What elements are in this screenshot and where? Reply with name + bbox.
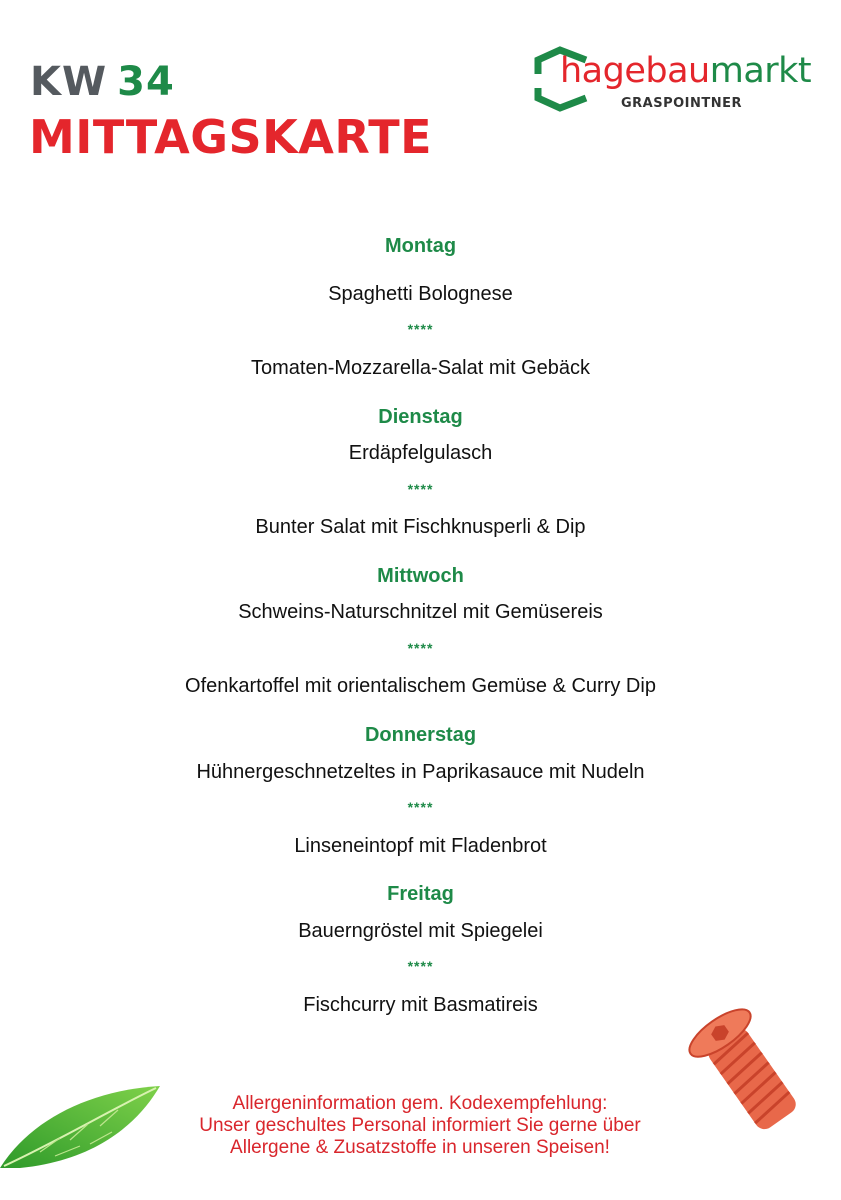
dish-monday-1: Spaghetti Bolognese xyxy=(328,283,513,305)
day-heading-tuesday: Dienstag xyxy=(378,406,463,428)
day-heading-wednesday: Mittwoch xyxy=(377,565,464,587)
allergen-line-2: Unser geschultes Personal informiert Sie gerne über xyxy=(199,1115,641,1136)
day-heading-friday: Freitag xyxy=(387,883,454,905)
allergen-notice xyxy=(150,1093,690,1159)
week-label: KW xyxy=(30,59,108,105)
leaf-icon xyxy=(0,1080,165,1170)
dish-wednesday-2: Ofenkartoffel mit orientalischem Gemüse & Curry Dip xyxy=(185,675,656,697)
screw-icon xyxy=(680,1008,830,1158)
logo-wordmark xyxy=(560,51,812,91)
allergen-line-3: Allergene & Zusatzstoffe in unseren Speisen! xyxy=(230,1137,610,1158)
day-heading-monday: Montag xyxy=(384,235,457,257)
dish-separator: **** xyxy=(407,799,434,815)
dish-separator: **** xyxy=(407,321,434,337)
dish-friday-1: Bauerngröstel mit Spiegelei xyxy=(298,920,543,942)
dish-thursday-2: Linseneintopf mit Fladenbrot xyxy=(294,835,547,857)
dish-separator: **** xyxy=(407,958,434,974)
dish-tuesday-1: Erdäpfelgulasch xyxy=(348,442,493,464)
dish-friday-2: Fischcurry mit Basmatireis xyxy=(303,994,538,1016)
day-heading-thursday: Donnerstag xyxy=(364,724,477,746)
dish-separator: **** xyxy=(407,640,434,656)
dish-wednesday-1: Schweins-Naturschnitzel mit Gemüsereis xyxy=(238,601,603,623)
dish-tuesday-2: Bunter Salat mit Fischknusperli & Dip xyxy=(255,516,586,538)
dish-separator: **** xyxy=(407,481,434,497)
logo-wordmark-part1: hagebau xyxy=(560,51,710,91)
week-number: 34 xyxy=(117,59,175,105)
dish-thursday-1: Hühnergeschnetzeltes in Paprikasauce mit Nudeln xyxy=(196,761,645,783)
logo-subtitle: GRASPOINTNER xyxy=(621,96,743,111)
logo-wordmark-part2: markt xyxy=(709,51,812,91)
allergen-line-1: Allergeninformation gem. Kodexempfehlung: xyxy=(232,1093,608,1114)
dish-monday-2: Tomaten-Mozzarella-Salat mit Gebäck xyxy=(250,357,590,379)
hagebaumarkt-logo xyxy=(528,46,828,116)
page-title: MITTAGSKARTE xyxy=(29,110,433,164)
calendar-week xyxy=(30,59,175,105)
